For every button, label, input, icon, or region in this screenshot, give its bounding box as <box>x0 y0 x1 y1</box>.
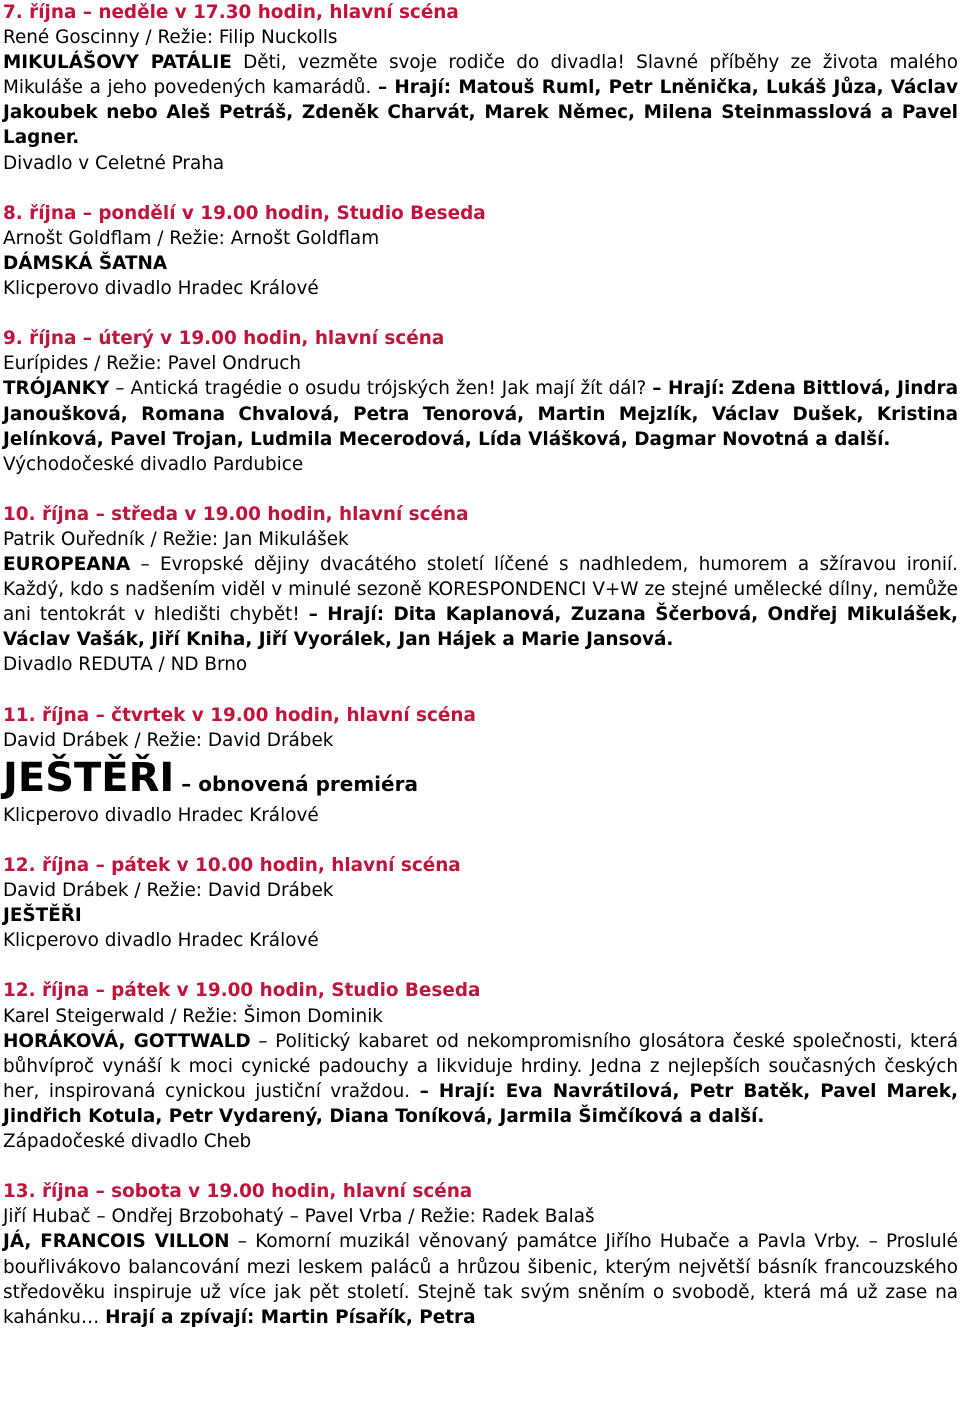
event-title: HORÁKOVÁ, GOTTWALD <box>3 1030 251 1052</box>
event-theatre: Východočeské divadlo Pardubice <box>3 453 304 475</box>
event-credits: Eurípides / Režie: Pavel Ondruch <box>3 353 302 375</box>
event-theatre: Divadlo REDUTA / ND Brno <box>3 654 248 676</box>
event-desc-text: – Evropské dějiny dvacátého století líčené s nadhledem, humorem a sžíravou ironií. Každý, kdo s nadšením viděl v minulé sezoně KORESPONDENCI V+W ze stejné umělecké dílny, nemůže ani tentokrát v hledišti chybět! <box>3 554 958 626</box>
event-description <box>3 50 958 150</box>
event-cast: – Hrají: Zdena Bittlová, Jindra Janoušková, Romana Chvalová, Petra Tenorová, Martin Mejzlík, Václav Dušek, Kristina Jelínková, Pavel Trojan, Ludmila Mecerodová, Lída Vlášková, Dagmar Novotná a další. <box>3 378 958 450</box>
event-8 <box>3 1179 958 1330</box>
event-date: 11. října – čtvrtek v 19.00 hodin, hlavní scéna <box>3 704 476 726</box>
event-desc-text: – Antická tragédie o osudu trójských žen! Jak mají žít dál? <box>109 378 653 400</box>
event-title: DÁMSKÁ ŠATNA <box>3 252 168 274</box>
event-7 <box>3 978 958 1154</box>
event-cast: – Hrají: Eva Navrátilová, Petr Batěk, Pavel Marek, Jindřich Kotula, Petr Vydarený, Diana Toníková, Jarmila Šimčíková a další. <box>3 1080 958 1127</box>
event-date: 7. října – neděle v 17.30 hodin, hlavní scéna <box>3 2 459 23</box>
event-5 <box>3 703 958 828</box>
event-description <box>3 1029 958 1129</box>
event-title: MIKULÁŠOVY PATÁLIE <box>3 52 232 74</box>
event-credits: Jiří Hubač – Ondřej Brzobohatý – Pavel Vrba / Režie: Radek Balaš <box>3 1206 595 1228</box>
event-title: JEŠTĚŘI <box>3 905 82 927</box>
event-desc-text: Děti, vezměte svoje rodiče do divadla! Slavné příběhy ze života malého Mikuláše a jeho povedených kamarádů. <box>3 52 958 99</box>
event-subtitle: – obnovená premiéra <box>174 771 418 796</box>
event-description <box>3 552 958 652</box>
event-2 <box>3 201 958 301</box>
event-date: 10. října – středa v 19.00 hodin, hlavní scéna <box>3 503 469 525</box>
event-date: 13. října – sobota v 19.00 hodin, hlavní scéna <box>3 1181 473 1203</box>
event-cast: – Hrají: Dita Kaplanová, Zuzana Ščerbová, Ondřej Mikulášek, Václav Vašák, Jiří Kniha, Jiří Vyorálek, Jan Hájek a Marie Jansová. <box>3 604 958 651</box>
event-4 <box>3 502 958 678</box>
event-theatre: Západočeské divadlo Cheb <box>3 1131 252 1153</box>
event-credits: Arnošt Goldflam / Režie: Arnošt Goldflam <box>3 227 380 249</box>
event-credits: David Drábek / Režie: David Drábek <box>3 729 334 751</box>
event-date: 12. října – pátek v 19.00 hodin, Studio Beseda <box>3 980 481 1002</box>
event-6 <box>3 853 958 953</box>
event-theatre: Klicperovo divadlo Hradec Králové <box>3 804 319 826</box>
event-date: 12. října – pátek v 10.00 hodin, hlavní scéna <box>3 855 461 876</box>
event-cast: – Hrají: Matouš Ruml, Petr Lněnička, Lukáš Jůza, Václav Jakoubek nebo Aleš Petráš, Zdeněk Charvát, Marek Němec, Milena Steinmasslová a Pavel Lagner. <box>3 77 959 149</box>
event-theatre: Klicperovo divadlo Hradec Králové <box>3 930 319 952</box>
event-1 <box>3 0 958 176</box>
event-cast: Hrají a zpívají: Martin Písařík, Petra <box>105 1306 476 1328</box>
event-credits: René Goscinny / Režie: Filip Nuckolls <box>3 27 338 49</box>
event-date: 8. října – pondělí v 19.00 hodin, Studio Beseda <box>3 202 486 224</box>
event-credits: Karel Steigerwald / Režie: Šimon Dominik <box>3 1005 383 1027</box>
event-desc-text: – Komorní muzikál věnovaný památce Jiřího Hubače a Pavla Vrby. – Proslulé bouřlivákovo balancování mezi leskem paláců a hrůzou šibenic, kterým největší básník francouzského středověku inspiruje už více jak pět století. Stejně tak svým sněním o svobodě, která má už zase na kahánku… <box>3 1231 958 1328</box>
event-title: JÁ, FRANCOIS VILLON <box>3 1231 230 1253</box>
event-description <box>3 376 958 451</box>
event-title: EUROPEANA <box>3 554 131 576</box>
event-credits: Patrik Ouředník / Režie: Jan Mikulášek <box>3 528 349 550</box>
event-title: TRÓJANKY <box>3 378 110 400</box>
event-title: JEŠTĚŘI <box>3 754 175 801</box>
event-theatre: Divadlo v Celetné Praha <box>3 152 225 174</box>
event-credits: David Drábek / Režie: David Drábek <box>3 880 334 902</box>
event-3 <box>3 326 958 477</box>
event-desc-text: – Politický kabaret od nekompromisního glosátora české společnosti, která bůhvíproč vynáší k moci cynické padouchy a likviduje hrdiny. Jedna z nejlepších současných českých her, inspirovaná cynickou justiční vraždou. <box>3 1030 958 1102</box>
event-theatre: Klicperovo divadlo Hradec Králové <box>3 278 319 300</box>
event-date: 9. října – úterý v 19.00 hodin, hlavní scéna <box>3 328 445 350</box>
event-description <box>3 1229 958 1329</box>
